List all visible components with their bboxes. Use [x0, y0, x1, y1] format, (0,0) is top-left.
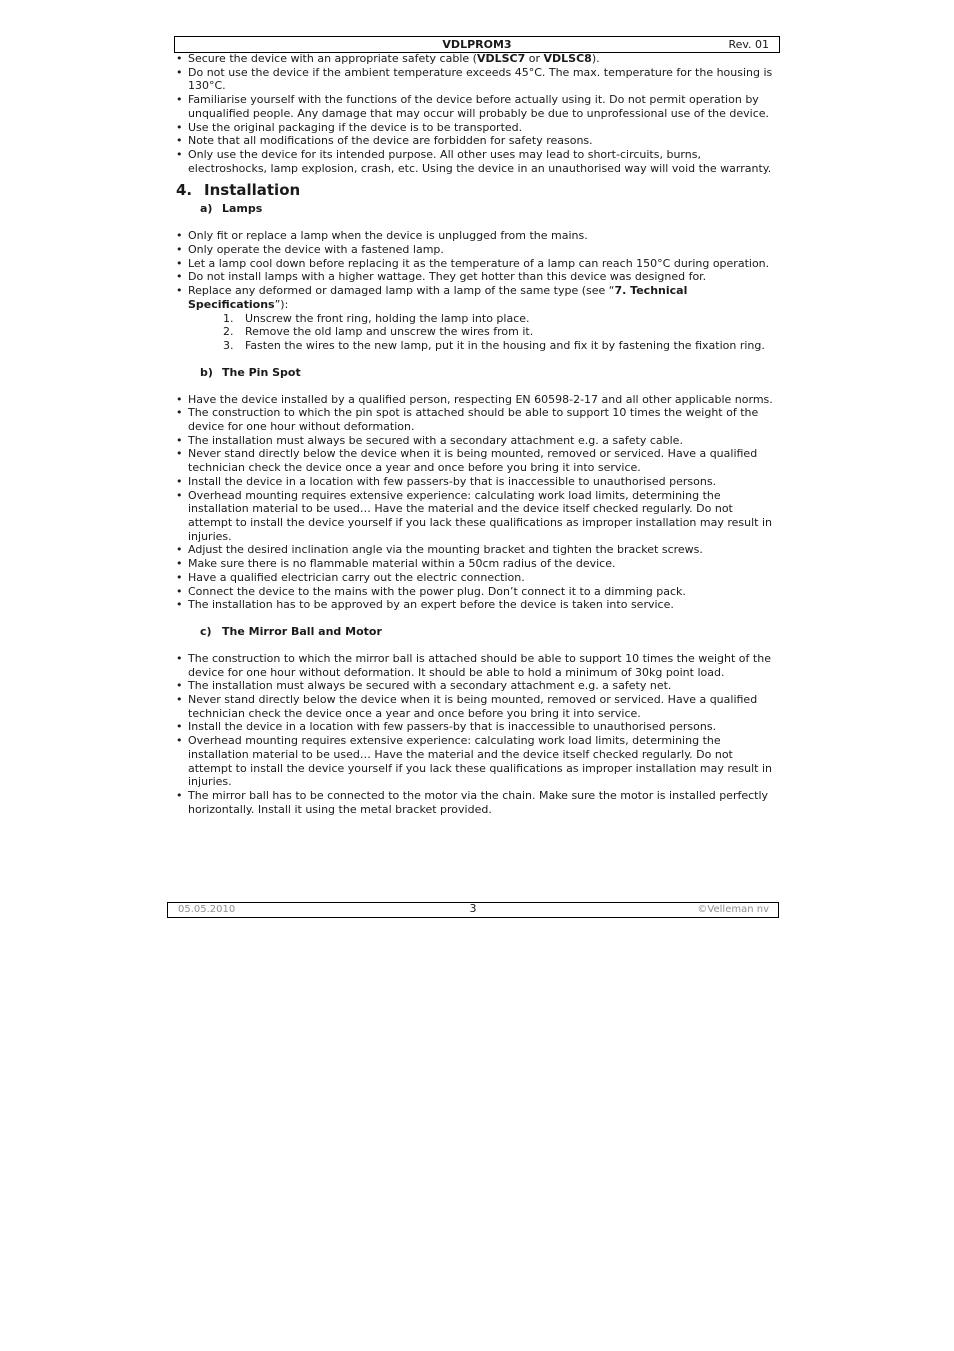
list-item: • The installation must always be secured with a secondary attachment e.g. a safety cable. — [176, 434, 776, 448]
list-item: • Never stand directly below the device when it is being mounted, removed or serviced. Have a qualified technician check the device once a year and once before you bring it into service. — [176, 447, 776, 474]
safety-list — [176, 52, 776, 175]
list-item: • Do not install lamps with a higher wattage. They get hotter than this device was designed for. — [176, 270, 776, 284]
list-item: • Install the device in a location with few passers-by that is inaccessible to unauthorised persons. — [176, 720, 776, 734]
list-item: • Have the device installed by a qualified person, respecting EN 60598-2-17 and all other applicable norms. — [176, 393, 776, 407]
model-name: VDLPROM3 — [442, 38, 512, 51]
list-item: • The construction to which the pin spot is attached should be able to support 10 times the weight of the device for one hour without deformation. — [176, 406, 776, 433]
list-item: • Note that all modifications of the device are forbidden for safety reasons. — [176, 134, 776, 148]
list-item: • The installation has to be approved by an expert before the device is taken into service. — [176, 598, 776, 612]
list-item: • Replace any deformed or damaged lamp with a lamp of the same type (see “7. Technical Specifications”): — [176, 284, 776, 311]
lamps-list — [176, 229, 776, 311]
pin-spot-list — [176, 393, 776, 612]
footer-date: 05.05.2010 — [178, 904, 236, 915]
list-item: • Overhead mounting requires extensive experience: calculating work load limits, determining the installation material to be used… Have the material and the device itself checked regularly. Do not attempt to install the device yourself if you lack these qualifications as improper installation may result in injuries. — [176, 734, 776, 789]
list-item: • Let a lamp cool down before replacing it as the temperature of a lamp can reach 150°C during operation. — [176, 257, 776, 271]
step-item: 1. Unscrew the front ring, holding the lamp into place. — [223, 311, 530, 325]
list-item: • Secure the device with an appropriate safety cable (VDLSC7 or VDLSC8). — [176, 52, 776, 66]
list-item: • Have a qualified electrician carry out the electric connection. — [176, 571, 776, 585]
list-item: • The construction to which the mirror ball is attached should be able to support 10 times the weight of the device for one hour without deformation. It should be able to hold a minimum of 30kg point load. — [176, 652, 776, 679]
list-item: • Only fit or replace a lamp when the device is unplugged from the mains. — [176, 229, 776, 243]
step-item: 2. Remove the old lamp and unscrew the wires from it. — [223, 325, 534, 339]
list-item: • Only use the device for its intended purpose. All other uses may lead to short-circuits, burns, electroshocks, lamp explosion, crash, etc. Using the device in an unauthorised way will void the warranty. — [176, 148, 776, 175]
product-code: VDLSC7 — [476, 52, 526, 65]
list-item: • Adjust the desired inclination angle via the mounting bracket and tighten the bracket screws. — [176, 543, 776, 557]
page-number: 3 — [469, 902, 477, 915]
footer-copyright: ©Velleman nv — [697, 904, 769, 915]
list-item: • The mirror ball has to be connected to the motor via the chain. Make sure the motor is installed perfectly horizontally. Install it using the metal bracket provided. — [176, 789, 776, 816]
page-header — [174, 36, 780, 53]
list-item: • Make sure there is no flammable material within a 50cm radius of the device. — [176, 557, 776, 571]
step-item: 3. Fasten the wires to the new lamp, put it in the housing and fix it by fastening the fixation ring. — [223, 338, 765, 352]
list-item: • Connect the device to the mains with the power plug. Don’t connect it to a dimming pack. — [176, 585, 776, 599]
subsection-heading-lamps: a) Lamps — [200, 202, 263, 216]
page-footer — [167, 902, 779, 918]
list-item: • Do not use the device if the ambient temperature exceeds 45°C. The max. temperature for the housing is 130°C. — [176, 66, 776, 93]
product-code: VDLSC8 — [543, 52, 592, 65]
list-item: • Overhead mounting requires extensive experience: calculating work load limits, determining the installation material to be used… Have the material and the device itself checked regularly. Do not attempt to install the device yourself if you lack these qualifications as improper installation may result in injuries. — [176, 489, 776, 544]
list-item: • The installation must always be secured with a secondary attachment e.g. a safety net. — [176, 679, 776, 693]
subsection-heading-pin-spot: b) The Pin Spot — [200, 365, 301, 379]
list-item: • Familiarise yourself with the functions of the device before actually using it. Do not permit operation by unqualified people. Any damage that may occur will probably be due to unprofessional use of the device. — [176, 93, 776, 120]
section-heading-installation: 4. Installation — [176, 181, 301, 200]
list-item: • Use the original packaging if the device is to be transported. — [176, 121, 776, 135]
lamp-replacement-steps — [176, 312, 776, 353]
cross-reference: 7. Technical Specifications — [188, 284, 688, 311]
page-content — [176, 52, 776, 816]
list-item: • Only operate the device with a fastened lamp. — [176, 243, 776, 257]
revision-label: Rev. 01 — [728, 38, 769, 51]
subsection-heading-mirror-ball: c) The Mirror Ball and Motor — [200, 624, 382, 638]
list-item: • Never stand directly below the device when it is being mounted, removed or serviced. Have a qualified technician check the device once a year and once before you bring it into service. — [176, 693, 776, 720]
list-item: • Install the device in a location with few passers-by that is inaccessible to unauthorised persons. — [176, 475, 776, 489]
mirror-ball-list — [176, 652, 776, 816]
